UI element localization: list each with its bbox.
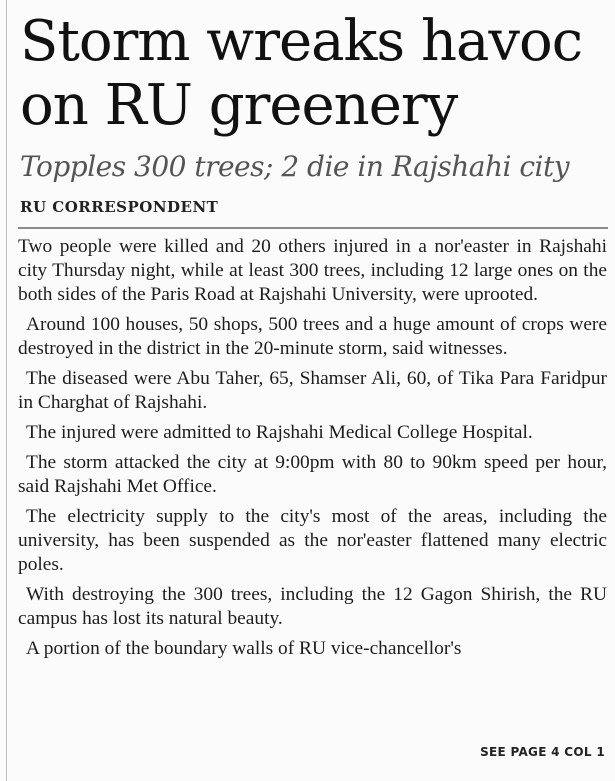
paragraph: The injured were admitted to Rajshahi Medical College Hospital. — [26, 422, 533, 443]
paragraph: With destroying the 300 trees, including the 12 Gagon Shirish, the RU campus has lost its natural beauty. — [18, 584, 607, 629]
paragraph: The diseased were Abu Taher, 65, Shamser Ali, 60, of Tika Para Faridpur in Charghat of Rajshahi. — [18, 368, 607, 413]
paragraph: Around 100 houses, 50 shops, 500 trees and a huge amount of crops were destroyed in the district in the 20-minute storm, said witnesses. — [18, 314, 607, 359]
headline: Storm wreaks havoc on RU greenery — [20, 9, 583, 138]
paragraph: A portion of the boundary walls of RU vice-chancellor's — [26, 638, 462, 659]
continuation-line: SEE PAGE 4 COL 1 — [480, 745, 605, 759]
column-rule — [6, 0, 7, 781]
subheadline: Topples 300 trees; 2 die in Rajshahi city — [20, 150, 570, 183]
article-body — [18, 235, 607, 667]
paragraph: Two people were killed and 20 others injured in a nor'easter in Rajshahi city Thursday night, while at least 300 trees, including 12 large ones on the both sides of the Paris Road at Rajshahi University, were uprooted. — [18, 236, 607, 305]
paragraph: The electricity supply to the city's most of the areas, including the university, has been suspended as the nor'easter flattened many electric poles. — [18, 506, 607, 575]
byline-divider — [18, 227, 608, 229]
byline: RU CORRESPONDENT — [20, 198, 219, 216]
paragraph: The storm attacked the city at 9:00pm with 80 to 90km speed per hour, said Rajshahi Met Office. — [18, 452, 607, 497]
